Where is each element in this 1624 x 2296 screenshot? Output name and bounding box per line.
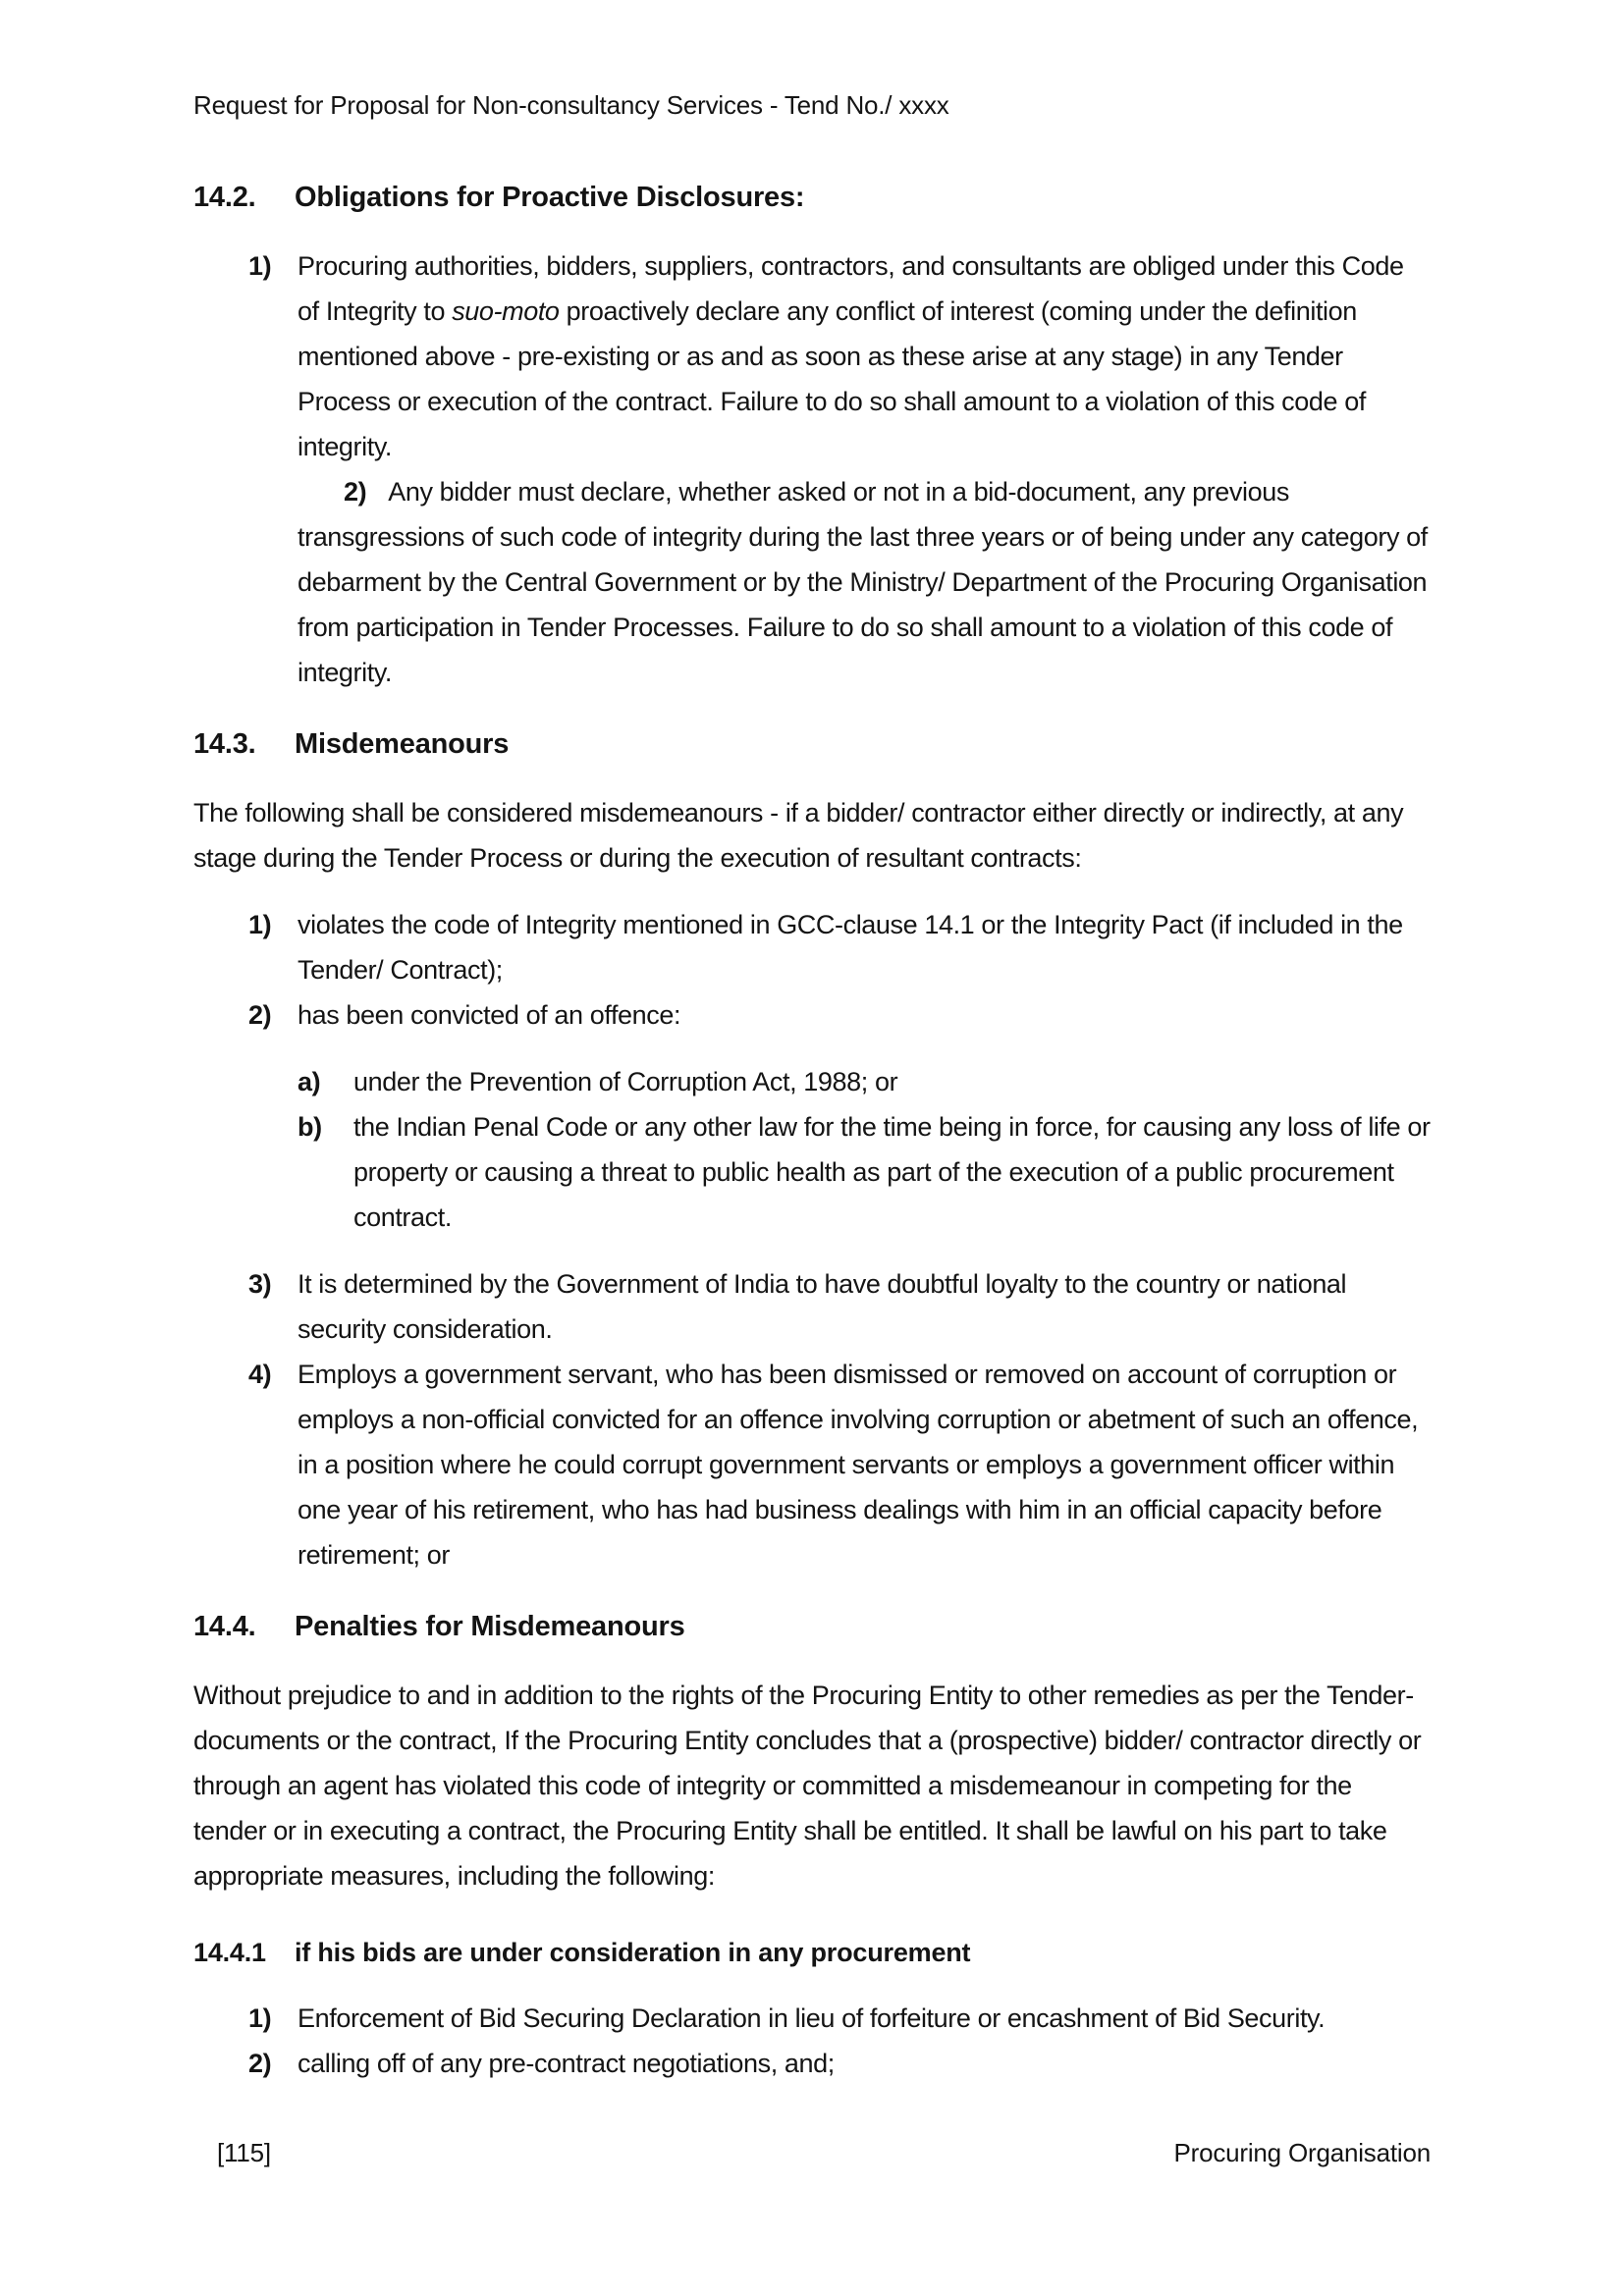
- section-number: 14.2.: [193, 182, 256, 213]
- sub-list-item-b: [193, 1104, 1431, 1240]
- section-title: if his bids are under consideration in any procurement: [295, 1938, 971, 1967]
- section-number: 14.4.: [193, 1611, 256, 1642]
- list-item-14-3-1: [193, 902, 1431, 992]
- section-14-3-list-b: [193, 1261, 1431, 1577]
- list-item-text: the Indian Penal Code or any other law for the time being in force, for causing any loss of life or property or causing a threat to public health as part of the execution of a public procurement contract.: [353, 1112, 1431, 1232]
- page-content: [193, 0, 1431, 2108]
- section-heading-14-3: [193, 728, 1431, 761]
- page-header: Request for Proposal for Non-consultancy Services - Tend No./ xxxx: [193, 90, 949, 120]
- italic-term: suo-moto: [452, 296, 560, 326]
- list-item-marker: a): [298, 1067, 321, 1096]
- list-item-marker: 1): [248, 251, 272, 281]
- paragraph-14-3-intro: The following shall be considered misdemeanours - if a bidder/ contractor either directly or indirectly, at any stage during the Tender Process or during the execution of resultant contracts:: [193, 798, 1404, 873]
- footer-organisation: Procuring Organisation: [1173, 2138, 1431, 2167]
- list-item-text: It is determined by the Government of India to have doubtful loyalty to the country or national security consideration.: [298, 1269, 1347, 1344]
- section-title: Misdemeanours: [295, 728, 510, 760]
- list-item-14-3-2: [193, 992, 1431, 1038]
- list-item-text: Employs a government servant, who has been dismissed or removed on account of corruption or employs a non-official convicted for an offence involving corruption or abetment of such an offence, in a position where he could corrupt government servants or employs a government officer within one year of his retirement, who has had business dealings with him in an official capacity before retirement; or: [298, 1360, 1419, 1570]
- section-14-4-1-list: [193, 1996, 1431, 2086]
- section-heading-14-2: [193, 182, 1431, 214]
- list-item-marker: 2): [248, 2049, 272, 2078]
- list-item-marker: 2): [344, 477, 367, 507]
- page-footer: [193, 2138, 1431, 2168]
- list-item-marker: 2): [248, 1000, 272, 1030]
- list-item-14-4-1-2: [193, 2041, 1431, 2086]
- section-14-2-list: [193, 243, 1431, 695]
- list-item-marker: 1): [248, 2003, 272, 2033]
- list-item-text: violates the code of Integrity mentioned in GCC-clause 14.1 or the Integrity Pact (if included in the Tender/ Contract);: [298, 910, 1403, 985]
- section-number: 14.4.1: [193, 1938, 266, 1967]
- section-heading-14-4: [193, 1611, 1431, 1643]
- list-item-text: has been convicted of an offence:: [298, 1000, 681, 1030]
- list-item-14-2-2: [193, 469, 1431, 695]
- list-item-marker: b): [298, 1112, 322, 1142]
- list-item-14-2-1: [193, 243, 1431, 469]
- section-title: Obligations for Proactive Disclosures:: [295, 182, 805, 213]
- section-number: 14.3.: [193, 728, 256, 760]
- sub-list-item-a: [193, 1059, 1431, 1104]
- list-item-text: calling off of any pre-contract negotiations, and;: [298, 2049, 835, 2078]
- list-item-text: Any bidder must declare, whether asked or not in a bid-document, any previous transgressions of such code of integrity during the last three years or of being under any category of debarment by the Central Government or by the Ministry/ Department of the Procuring Organisation from participation in Tender Processes. Failure to do so shall amount to a violation of this code of integrity.: [298, 477, 1428, 687]
- list-item-marker: 1): [248, 910, 272, 939]
- list-item-14-3-4: [193, 1352, 1431, 1577]
- list-item-text: under the Prevention of Corruption Act, 1988; or: [353, 1067, 898, 1096]
- list-item-text: proactively declare any conflict of interest (coming under the definition mentioned above - pre-existing or as and as soon as these arise at any stage) in any Tender Process or execution of the contract. Failure to do so shall amount to a violation of this code of integrity.: [298, 296, 1366, 461]
- list-item-marker: 3): [248, 1269, 272, 1299]
- section-14-3-list-a: [193, 902, 1431, 1038]
- list-item-text: Procuring authorities, bidders, suppliers, contractors, and consultants are obliged under this Code of Integrity to: [298, 251, 1404, 326]
- list-item-text: Enforcement of Bid Securing Declaration in lieu of forfeiture or encashment of Bid Security.: [298, 2003, 1326, 2033]
- footer-page-number: [115]: [217, 2138, 271, 2167]
- section-14-3-sublist: [193, 1059, 1431, 1240]
- list-item-14-4-1-1: [193, 1996, 1431, 2041]
- paragraph-14-4-intro: Without prejudice to and in addition to the rights of the Procuring Entity to other remedies as per the Tender-documents or the contract, If the Procuring Entity concludes that a (prospective) bidder/ contractor directly or through an agent has violated this code of integrity or committed a misdemeanour in competing for the tender or in executing a contract, the Procuring Entity shall be entitled. It shall be lawful on his part to take appropriate measures, including the following:: [193, 1681, 1422, 1891]
- list-item-marker: 4): [248, 1360, 272, 1389]
- section-heading-14-4-1: [193, 1938, 1431, 1968]
- list-item-14-3-3: [193, 1261, 1431, 1352]
- section-title: Penalties for Misdemeanours: [295, 1611, 685, 1642]
